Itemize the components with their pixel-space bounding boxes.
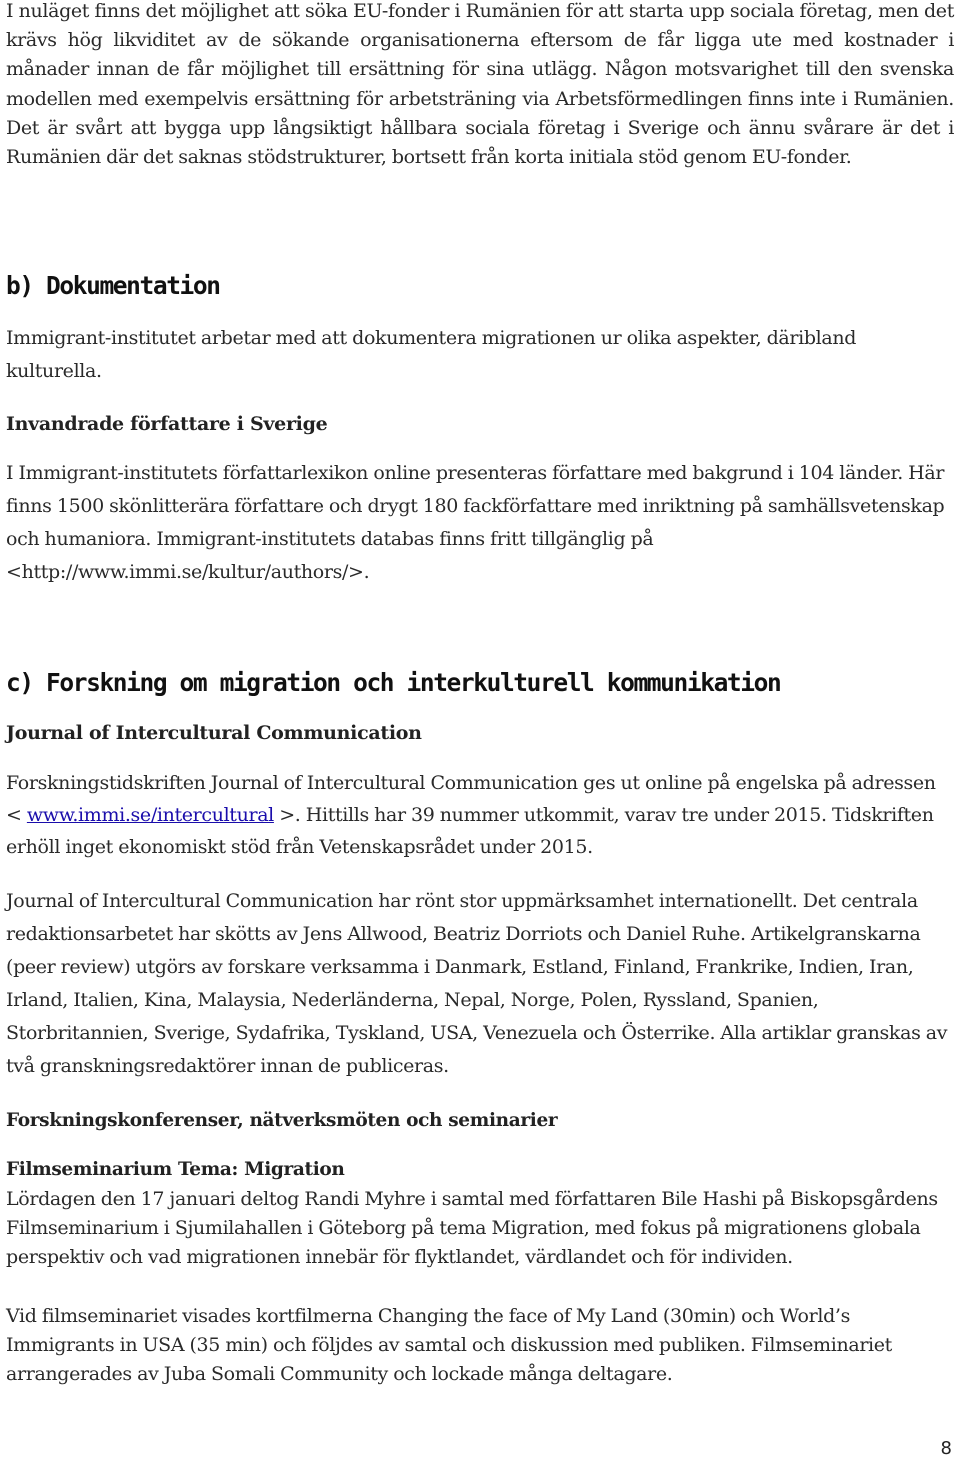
- section-b-intro: Immigrant-institutet arbetar med att dokumentera migrationen ur olika aspekter, däribland kulturella.: [6, 327, 857, 382]
- document-page: [6, 0, 954, 1462]
- section-c-heading: c) Forskning om migration och interkulturell kommunikation: [6, 668, 781, 697]
- conferences-subheading: Forskningskonferenser, nätverksmöten och seminarier: [6, 1110, 558, 1131]
- film-seminar-paragraph-1: Lördagen den 17 januari deltog Randi Myhre i samtal med författaren Bile Hashi på Biskopsgårdens Filmseminarium i Sjumilahallen i Göteborg på tema Migration, med fokus på migrationens globala perspektiv och vad migrationen innebär för flyktlandet, värdlandet och för individen.: [6, 1188, 938, 1269]
- journal-subheading: Journal of Intercultural Communication: [6, 722, 422, 744]
- journal-paragraph-1-text-b: >. Hittills har 39 nummer utkommit, varav tre under 2015. Tidskriften erhöll inget ekonomiskt stöd från Vetenskapsrådet under 2015.: [6, 803, 934, 858]
- intercultural-link[interactable]: www.immi.se/intercultural: [26, 803, 274, 826]
- film-seminar-heading: Filmseminarium Tema: Migration: [6, 1159, 345, 1180]
- page-number: 8: [940, 1438, 952, 1459]
- journal-paragraph-1: [6, 768, 954, 863]
- section-b-heading: b) Dokumentation: [6, 271, 220, 300]
- journal-paragraph-1-text-a: Forskningstidskriften Journal of Intercultural Communication ges ut online på engelska på adressen <: [6, 772, 936, 826]
- intro-paragraph: I nuläget finns det möjlighet att söka EU-fonder i Rumänien för att starta upp sociala företag, men det krävs hög likviditet av de sökande organisationerna eftersom de får ligga ute med kostnader i månader innan de får möjlighet till ersättning för sina utlägg. Någon motsvarighet till den svenska modellen med exempelvis ersättning för arbetsträning via Arbetsförmedlingen finns inte i Rumänien. Det är svårt att bygga upp långsiktigt hållbara sociala företag i Sverige och ännu svårare är det i Rumänien där det saknas stödstrukturer, bortsett från korta initiala stöd genom EU-fonder.: [6, 0, 954, 169]
- journal-paragraph-2: Journal of Intercultural Communication har rönt stor uppmärksamhet internationellt. Det centrala redaktionsarbetet har skötts av Jens Allwood, Beatriz Dorriots och Daniel Ruhe. Artikelgranskarna (peer review) utgörs av forskare verksamma i Danmark, Estland, Finland, Frankrike, Indien, Iran, Irland, Italien, Kina, Malaysia, Nederländerna, Nepal, Norge, Polen, Ryssland, Spanien, Storbritannien, Sverige, Sydafrika, Tyskland, USA, Venezuela och Österrike. Alla artiklar granskas av två granskningsredaktörer innan de publiceras.: [6, 890, 948, 1077]
- film-seminar-paragraph-2: Vid filmseminariet visades kortfilmerna Changing the face of My Land (30min) och World’s Immigrants in USA (35 min) och följdes av samtal och diskussion med publiken. Filmseminariet arrangerades av Juba Somali Community och lockade många deltagare.: [6, 1305, 892, 1386]
- authors-subheading: Invandrade författare i Sverige: [6, 413, 328, 435]
- authors-paragraph: I Immigrant-institutets författarlexikon online presenteras författare med bakgrund i 104 länder. Här finns 1500 skönlitterära författare och drygt 180 fackförfattare med inriktning på samhällsvetenskap och humaniora. Immigrant-institutets databas finns fritt tillgänglig på <http://www.immi.se/kultur/authors/>.: [6, 462, 945, 583]
